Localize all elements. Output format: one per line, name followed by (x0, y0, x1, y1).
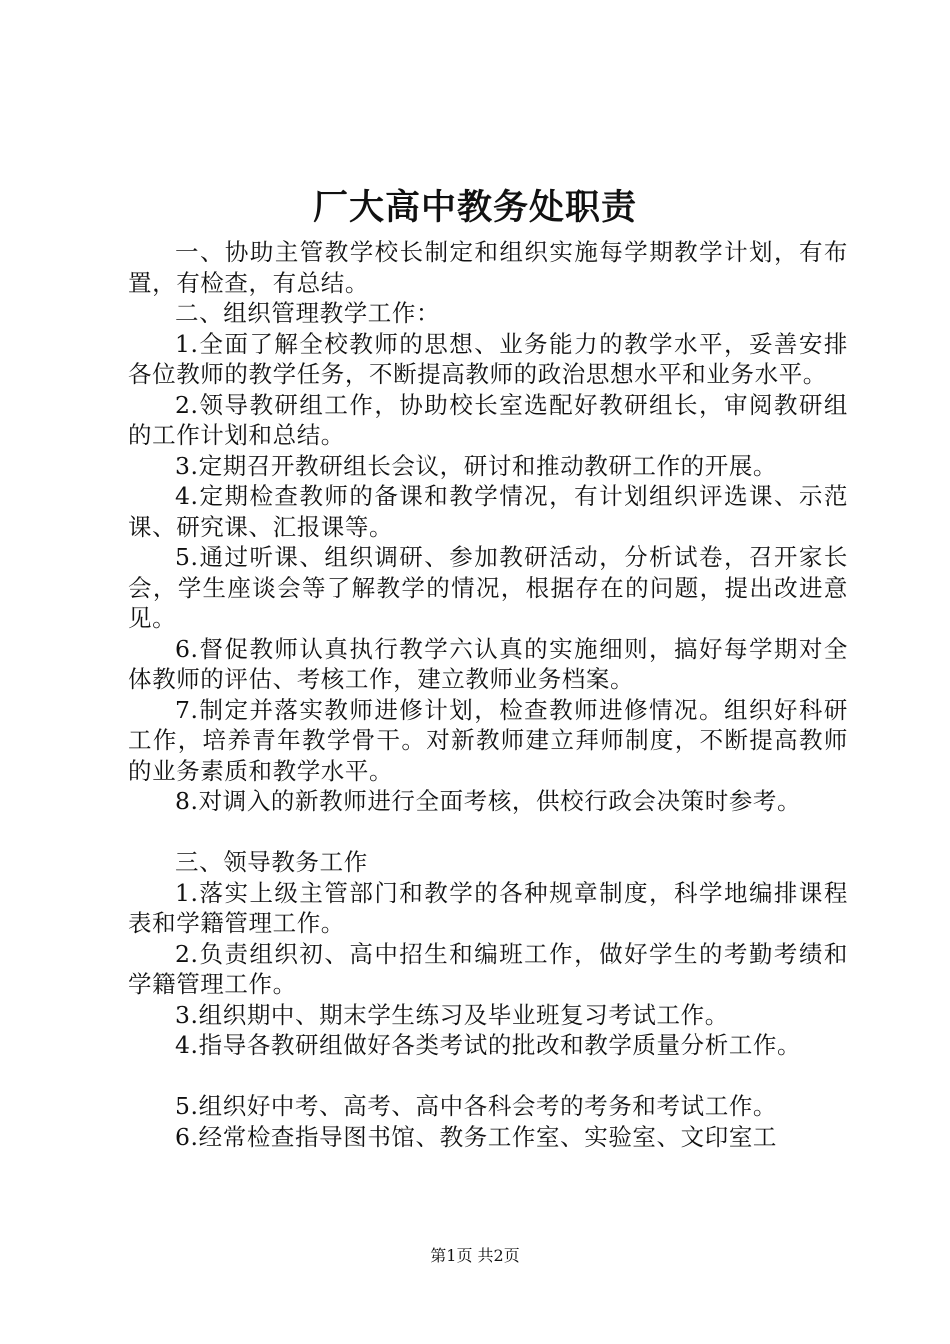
paragraph-3-4: 4.指导各教研组做好各类考试的批改和教学质量分析工作。 (175, 1031, 802, 1059)
paragraph-2-1: 1.全面了解全校教师的思想、业务能力的教学水平，妥善安排各位教师的教学任务，不断提高教师的政治思想水平和业务水平。 (128, 329, 848, 388)
section-heading-3: 三、领导教务工作 (175, 848, 368, 876)
paragraph-2-4: 4.定期检查教师的备课和教学情况，有计划组织评选课、示范课、研究课、汇报课等。 (128, 482, 848, 541)
paragraph-2-6: 6.督促教师认真执行教学六认真的实施细则，搞好每学期对全体教师的评估、考核工作，建立教师业务档案。 (128, 634, 848, 693)
paragraph-2-5: 5.通过听课、组织调研、参加教研活动，分析试卷，召开家长会，学生座谈会等了解教学的情况，根据存在的问题，提出改进意见。 (128, 543, 848, 632)
document-body (128, 237, 848, 1152)
paragraph-1: 一、协助主管教学校长制定和组织实施每学期教学计划，有布置，有检查，有总结。 (128, 238, 848, 297)
paragraph-3-1: 1.落实上级主管部门和教学的各种规章制度，科学地编排课程表和学籍管理工作。 (128, 878, 848, 937)
paragraph-2-3: 3.定期召开教研组长会议，研讨和推动教研工作的开展。 (175, 451, 778, 480)
paragraph-2-2: 2.领导教研组工作，协助校长室选配好教研组长，审阅教研组的工作计划和总结。 (128, 390, 848, 449)
paragraph-gap (128, 1061, 848, 1092)
section-heading-2: 二、组织管理教学工作： (175, 299, 441, 327)
paragraph-3-3: 3.组织期中、期末学生练习及毕业班复习考试工作。 (175, 1000, 729, 1029)
document-title: 厂大高中教务处职责 (312, 187, 637, 228)
paragraph-2-7: 7.制定并落实教师进修计划，检查教师进修情况。组织好科研工作，培养青年教学骨干。对新教师建立拜师制度，不断提高教师的业务素质和教学水平。 (128, 695, 848, 785)
paragraph-2-8: 8.对调入的新教师进行全面考核，供校行政会决策时参考。 (175, 787, 802, 815)
paragraph-3-5: 5.组织好中考、高考、高中各科会考的考务和考试工作。 (175, 1092, 778, 1120)
page-footer: 第1页 共2页 (430, 1246, 520, 1265)
paragraph-3-2: 2.负责组织初、高中招生和编班工作，做好学生的考勤考绩和学籍管理工作。 (128, 939, 848, 998)
paragraph-3-6: 6.经常检查指导图书馆、教务工作室、实验室、文印室工 (175, 1122, 778, 1151)
paragraph-gap (128, 817, 848, 848)
